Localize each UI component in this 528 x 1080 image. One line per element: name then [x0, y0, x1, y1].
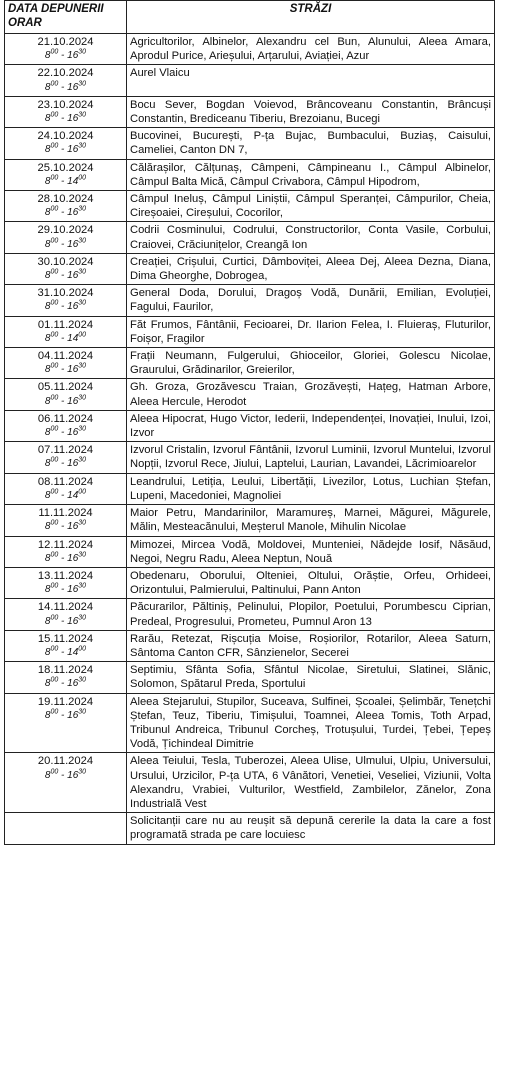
hours-start-minutes: 00: [50, 457, 59, 465]
hours-end-minutes: 00: [78, 174, 87, 182]
submission-date: 29.10.2024: [37, 224, 94, 237]
date-cell: [5, 191, 127, 222]
date-cell: [5, 96, 127, 127]
streets-cell: Agricultorilor, Albinelor, Alexandru cel Bun, Alunului, Aleea Amara, Aprodul Purice, Arieșului, Arțarului, Aviației, Azur: [127, 34, 495, 65]
hours-start-minutes: 00: [50, 268, 59, 276]
hours-start-minutes: 00: [50, 362, 59, 370]
opening-hours: $8^{00} - 16^{30}$: [44, 708, 87, 721]
streets-cell: Leandrului, Letiția, Leului, Libertății, Livezilor, Lotus, Luchian Ștefan, Lupeni, Macedoniei, Magnoliei: [127, 473, 495, 504]
schedule-row: [5, 34, 495, 65]
hours-end-minutes: 30: [78, 457, 87, 465]
hours-start-minutes: 00: [50, 174, 59, 182]
hours-start-minutes: 00: [50, 300, 59, 308]
schedule-row: [5, 505, 495, 536]
streets-cell: Frații Neumann, Fulgerului, Ghioceilor, Gloriei, Golescu Nicolae, Graurului, Grădinarilor, Greierilor,: [127, 348, 495, 379]
opening-hours: $8^{00} - 14^{00}$: [44, 488, 87, 501]
hours-start-minutes: 00: [50, 708, 59, 716]
hours-start: 8: [44, 270, 51, 282]
streets-cell: Păcurarilor, Păltiniș, Pelinului, Plopilor, Poetului, Porumbescu Ciprian, Predeal, Progresului, Prometeu, Pumnul Aron 13: [127, 599, 495, 630]
date-cell: [5, 222, 127, 253]
schedule-row: [5, 662, 495, 693]
streets-cell: Călărașilor, Călțunaș, Câmpeni, Câmpineanu I., Câmpul Albinelor, Câmpul Balta Mică, Câmpul Crivabora, Câmpul Hipodrom,: [127, 159, 495, 190]
opening-hours: $8^{00} - 14^{00}$: [44, 174, 87, 187]
hours-start: 8: [44, 646, 51, 658]
schedule-row: [5, 473, 495, 504]
streets-cell: Aleea Stejarului, Stupilor, Suceava, Sulfinei, Școalei, Șelimbăr, Tenețchi Ștefan, Teuz, Tiberiu, Timișului, Toamnei, Aleea Tomis, Toth Arpad, Tribunul Andreica, Tribunul Corcheș, Trotușului, Turdei, Țebei, Țepeș Vodă, Țichindeal Dimitrie: [127, 693, 495, 753]
streets-cell: Bucovinei, București, P-ța Bujac, Bumbacului, Buziaș, Caisului, Cameliei, Canton DN 7,: [127, 128, 495, 159]
hours-start-minutes: 00: [50, 111, 59, 119]
hours-end: 14: [67, 489, 79, 501]
hours-end: 16: [67, 458, 79, 470]
opening-hours: $8^{00} - 16^{30}$: [44, 300, 87, 313]
hours-start: 8: [44, 175, 51, 187]
hours-end: 16: [67, 144, 79, 156]
hours-end: 16: [67, 521, 79, 533]
hours-end-minutes: 00: [78, 331, 87, 339]
submission-date: 31.10.2024: [37, 287, 94, 300]
opening-hours: $8^{00} - 16^{30}$: [44, 394, 87, 407]
submission-date: 13.11.2024: [37, 569, 94, 582]
hours-start: 8: [44, 678, 51, 690]
date-cell: [5, 567, 127, 598]
schedule-row: [5, 753, 495, 813]
opening-hours: $8^{00} - 16^{30}$: [44, 582, 87, 596]
date-cell: [5, 348, 127, 379]
schedule-row: [5, 128, 495, 159]
hours-end-minutes: 30: [78, 425, 87, 433]
submission-date: 25.10.2024: [37, 161, 94, 174]
streets-cell: General Doda, Dorului, Dragoș Vodă, Dunării, Emilian, Evoluției, Fagului, Faurilor,: [127, 285, 495, 316]
submission-date: 12.11.2024: [37, 538, 94, 551]
hours-start-minutes: 00: [50, 488, 59, 496]
submission-date: 14.11.2024: [37, 601, 94, 614]
streets-cell: Rarău, Retezat, Rișcuția Moise, Roșiorilor, Rotarilor, Aleea Saturn, Sântoma Canton CFR, Sânzienelor, Secerei: [127, 630, 495, 661]
note-empty-cell: [5, 813, 127, 844]
date-cell: [5, 65, 127, 96]
hours-start: 8: [44, 364, 51, 376]
header-row: [5, 1, 495, 34]
streets-cell: Gh. Groza, Grozăvescu Traian, Grozăvești, Hațeg, Hatman Arbore, Aleea Hercule, Herodot: [127, 379, 495, 410]
opening-hours: $8^{00} - 16^{30}$: [44, 768, 87, 781]
opening-hours: $8^{00} - 16^{30}$: [44, 519, 87, 533]
submission-date: 20.11.2024: [37, 755, 94, 768]
streets-cell: Maior Petru, Mandarinilor, Maramureș, Marnei, Măgurei, Măgurele, Mălin, Mesteacănului, Meșterul Manole, Mihulin Nicolae: [127, 505, 495, 536]
hours-end: 14: [67, 646, 79, 658]
submission-date: 23.10.2024: [37, 98, 94, 111]
hours-start-minutes: 00: [50, 582, 59, 590]
streets-cell: Aurel Vlaicu: [127, 65, 495, 96]
hours-end: 16: [67, 709, 79, 721]
hours-end: 16: [67, 270, 79, 282]
date-cell: [5, 410, 127, 441]
opening-hours: $8^{00} - 16^{30}$: [44, 80, 87, 93]
hours-end-minutes: 30: [78, 582, 87, 590]
streets-cell: Câmpul Ineluș, Câmpul Liniștii, Câmpul Speranței, Câmpurilor, Cheia, Cireșoaiei, Cireșului, Cocorilor,: [127, 191, 495, 222]
hours-end: 16: [67, 395, 79, 407]
hours-end-minutes: 30: [78, 205, 87, 213]
opening-hours: $8^{00} - 16^{30}$: [44, 48, 87, 62]
hours-start-minutes: 00: [50, 331, 59, 339]
hours-start: 8: [44, 709, 51, 721]
schedule-row: [5, 693, 495, 753]
hours-start: 8: [44, 521, 51, 533]
hours-start-minutes: 00: [50, 80, 59, 88]
hours-start: 8: [44, 207, 51, 219]
date-cell: [5, 253, 127, 284]
hours-start-minutes: 00: [50, 519, 59, 527]
hours-start: 8: [44, 584, 51, 596]
schedule-row: [5, 599, 495, 630]
schedule-row: [5, 316, 495, 347]
hours-start: 8: [44, 489, 51, 501]
hours-start: 8: [44, 395, 51, 407]
submission-date: 05.11.2024: [37, 381, 94, 394]
date-cell: [5, 34, 127, 65]
schedule-row: [5, 536, 495, 567]
streets-cell: Codrii Cosminului, Codrului, Constructorilor, Conta Vasile, Corbului, Craiovei, Crăciunițelor, Creangă Ion: [127, 222, 495, 253]
schedule-row: [5, 159, 495, 190]
hours-end-minutes: 30: [78, 143, 87, 151]
hours-start: 8: [44, 615, 51, 627]
opening-hours: $8^{00} - 16^{30}$: [44, 111, 87, 125]
submission-date: 07.11.2024: [37, 444, 94, 457]
hours-end-minutes: 30: [78, 768, 87, 776]
schedule-row: [5, 191, 495, 222]
date-cell: [5, 442, 127, 473]
opening-hours: $8^{00} - 16^{30}$: [44, 614, 87, 627]
hours-end-minutes: 30: [78, 48, 87, 56]
opening-hours: $8^{00} - 16^{30}$: [44, 457, 87, 470]
note-text: Solicitanții care nu au reușit să depună cererile la data la care a fost programată strada pe care locuiesc: [127, 813, 495, 844]
hours-end-minutes: 30: [78, 80, 87, 88]
hours-start-minutes: 00: [50, 205, 59, 213]
submission-date: 28.10.2024: [37, 193, 94, 206]
opening-hours: $8^{00} - 14^{00}$: [44, 645, 87, 658]
opening-hours: $8^{00} - 16^{30}$: [44, 237, 87, 250]
hours-end: 16: [67, 364, 79, 376]
hours-end-minutes: 30: [78, 551, 87, 559]
date-cell: [5, 505, 127, 536]
submission-date: 11.11.2024: [38, 507, 93, 520]
schedule-row: [5, 285, 495, 316]
hours-start: 8: [44, 81, 51, 93]
hours-start: 8: [44, 238, 51, 250]
date-cell: [5, 473, 127, 504]
streets-cell: Mimozei, Mircea Vodă, Moldovei, Munteniei, Nădejde Iosif, Năsăud, Negoi, Negru Radu, Aleea Neptun, Nouă: [127, 536, 495, 567]
submission-date: 08.11.2024: [37, 475, 94, 488]
hours-end: 16: [67, 81, 79, 93]
date-cell: [5, 128, 127, 159]
schedule-row: [5, 348, 495, 379]
submission-date: 22.10.2024: [37, 67, 94, 80]
hours-end-minutes: 30: [78, 394, 87, 402]
streets-cell: Obedenaru, Oborului, Olteniei, Oltului, Orăștie, Orfeu, Orhideei, Orizontului, Palmierului, Paltinului, Pann Anton: [127, 567, 495, 598]
submission-date: 06.11.2024: [37, 412, 94, 425]
schedule-row: [5, 442, 495, 473]
streets-cell: Creației, Crișului, Curtici, Dâmboviței, Aleea Dej, Aleea Dezna, Diana, Dima Gheorghe, Dobrogea,: [127, 253, 495, 284]
submission-date: 01.11.2024: [37, 318, 94, 331]
schedule-row: [5, 630, 495, 661]
date-cell: [5, 159, 127, 190]
hours-end: 16: [67, 50, 79, 62]
hours-start: 8: [44, 301, 51, 313]
date-cell: [5, 379, 127, 410]
streets-cell: Aleea Teiului, Tesla, Tuberozei, Aleea Ulise, Ulmului, Ulpiu, Universului, Ursului, Urzicilor, P-ța UTA, 6 Vânători, Venetiei, Veseliei, Viziunii, Volta Alexandru, Vrabiei, Vulturilor, Westfield, Zambilelor, Zănelor, Zona Industrială Vest: [127, 753, 495, 813]
streets-cell: Aleea Hipocrat, Hugo Victor, Iederii, Independenței, Inovației, Inului, Izoi, Izvor: [127, 410, 495, 441]
schedule-row: [5, 379, 495, 410]
schedule-row: [5, 567, 495, 598]
schedule-row: [5, 222, 495, 253]
opening-hours: $8^{00} - 14^{00}$: [44, 331, 87, 344]
hours-end: 16: [67, 769, 79, 781]
hours-start: 8: [44, 113, 51, 125]
streets-cell: Izvorul Cristalin, Izvorul Fântânii, Izvorul Luminii, Izvorul Muntelui, Izvorul Nopții, Izvorul Rece, Jiului, Laptelui, Laurian, Lavandei, Lăcrimioarelor: [127, 442, 495, 473]
date-cell: [5, 662, 127, 693]
hours-start-minutes: 00: [50, 143, 59, 151]
submission-date: 30.10.2024: [37, 255, 94, 268]
date-cell: [5, 630, 127, 661]
date-cell: [5, 599, 127, 630]
hours-start: 8: [44, 458, 51, 470]
hours-start-minutes: 00: [50, 677, 59, 684]
date-cell: [5, 285, 127, 316]
hours-end-minutes: 00: [78, 645, 87, 653]
hours-start-minutes: 00: [50, 551, 59, 559]
submission-date: 18.11.2024: [37, 664, 94, 677]
hours-end-minutes: 30: [78, 300, 87, 308]
hours-start-minutes: 00: [50, 768, 59, 776]
hours-end-minutes: 30: [78, 111, 87, 119]
opening-hours: $8^{00} - 16^{30}$: [44, 551, 87, 564]
hours-start-minutes: 00: [50, 645, 59, 653]
hours-start: 8: [44, 50, 51, 62]
opening-hours: $8^{00} - 16^{30}$: [44, 425, 87, 439]
hours-start-minutes: 00: [50, 394, 59, 402]
schedule-row: [5, 96, 495, 127]
submission-date: 04.11.2024: [37, 350, 94, 363]
hours-start-minutes: 00: [50, 614, 59, 622]
hours-end: 16: [67, 301, 79, 313]
submission-date: 15.11.2024: [37, 632, 94, 645]
hours-end-minutes: 30: [78, 519, 87, 527]
opening-hours: $8^{00} - 16^{30}$: [44, 205, 87, 219]
note-row: [5, 813, 495, 844]
streets-cell: Septimiu, Sfânta Sofia, Sfântul Nicolae, Siretului, Slatinei, Slănic, Solomon, Spătarul Preda, Sportului: [127, 662, 495, 693]
opening-hours: $8^{00} - 16^{30}$: [44, 268, 87, 282]
hours-end: 16: [67, 207, 79, 219]
hours-start: 8: [44, 552, 51, 564]
hours-start: 8: [44, 144, 51, 156]
submission-date: 24.10.2024: [37, 130, 94, 143]
schedule-row: [5, 65, 495, 96]
header-streets: STRĂZI: [127, 1, 495, 34]
date-cell: [5, 316, 127, 347]
hours-end-minutes: 30: [78, 677, 87, 684]
hours-end-minutes: 30: [78, 708, 87, 716]
header-date: DATA DEPUNERII ORAR: [5, 1, 127, 34]
streets-cell: Bocu Sever, Bogdan Voievod, Brâncoveanu Constantin, Brâncuși Constantin, Brediceanu Tiberiu, Brezoianu, Bucegi: [127, 96, 495, 127]
hours-start: 8: [44, 769, 51, 781]
hours-end: 16: [67, 552, 79, 564]
schedule-table: [4, 0, 495, 845]
hours-end: 16: [67, 238, 79, 250]
opening-hours: $8^{00} - 16^{30}$: [44, 143, 87, 156]
hours-end-minutes: 30: [78, 614, 87, 622]
hours-end: 16: [67, 678, 79, 690]
submission-date: 19.11.2024: [37, 695, 94, 708]
hours-start-minutes: 00: [50, 425, 59, 433]
opening-hours: $8^{00} - 16^{30}$: [44, 677, 87, 690]
hours-end: 14: [67, 175, 79, 187]
date-cell: [5, 536, 127, 567]
hours-end: 16: [67, 113, 79, 125]
submission-date: 21.10.2024: [37, 36, 94, 48]
hours-end-minutes: 30: [78, 362, 87, 370]
opening-hours: $8^{00} - 16^{30}$: [44, 362, 87, 376]
hours-start: 8: [44, 427, 51, 439]
hours-end: 14: [67, 332, 79, 344]
streets-cell: Făt Frumos, Fântânii, Fecioarei, Dr. Ilarion Felea, I. Fluieraș, Fluturilor, Foișor, Fragilor: [127, 316, 495, 347]
hours-start-minutes: 00: [50, 237, 59, 245]
hours-end-minutes: 30: [78, 268, 87, 276]
hours-end: 16: [67, 427, 79, 439]
hours-start: 8: [44, 332, 51, 344]
hours-end-minutes: 30: [78, 237, 87, 245]
schedule-row: [5, 253, 495, 284]
date-cell: [5, 693, 127, 753]
hours-end-minutes: 00: [78, 488, 87, 496]
hours-start-minutes: 00: [50, 48, 59, 56]
schedule-row: [5, 410, 495, 441]
hours-end: 16: [67, 584, 79, 596]
hours-end: 16: [67, 615, 79, 627]
date-cell: [5, 753, 127, 813]
